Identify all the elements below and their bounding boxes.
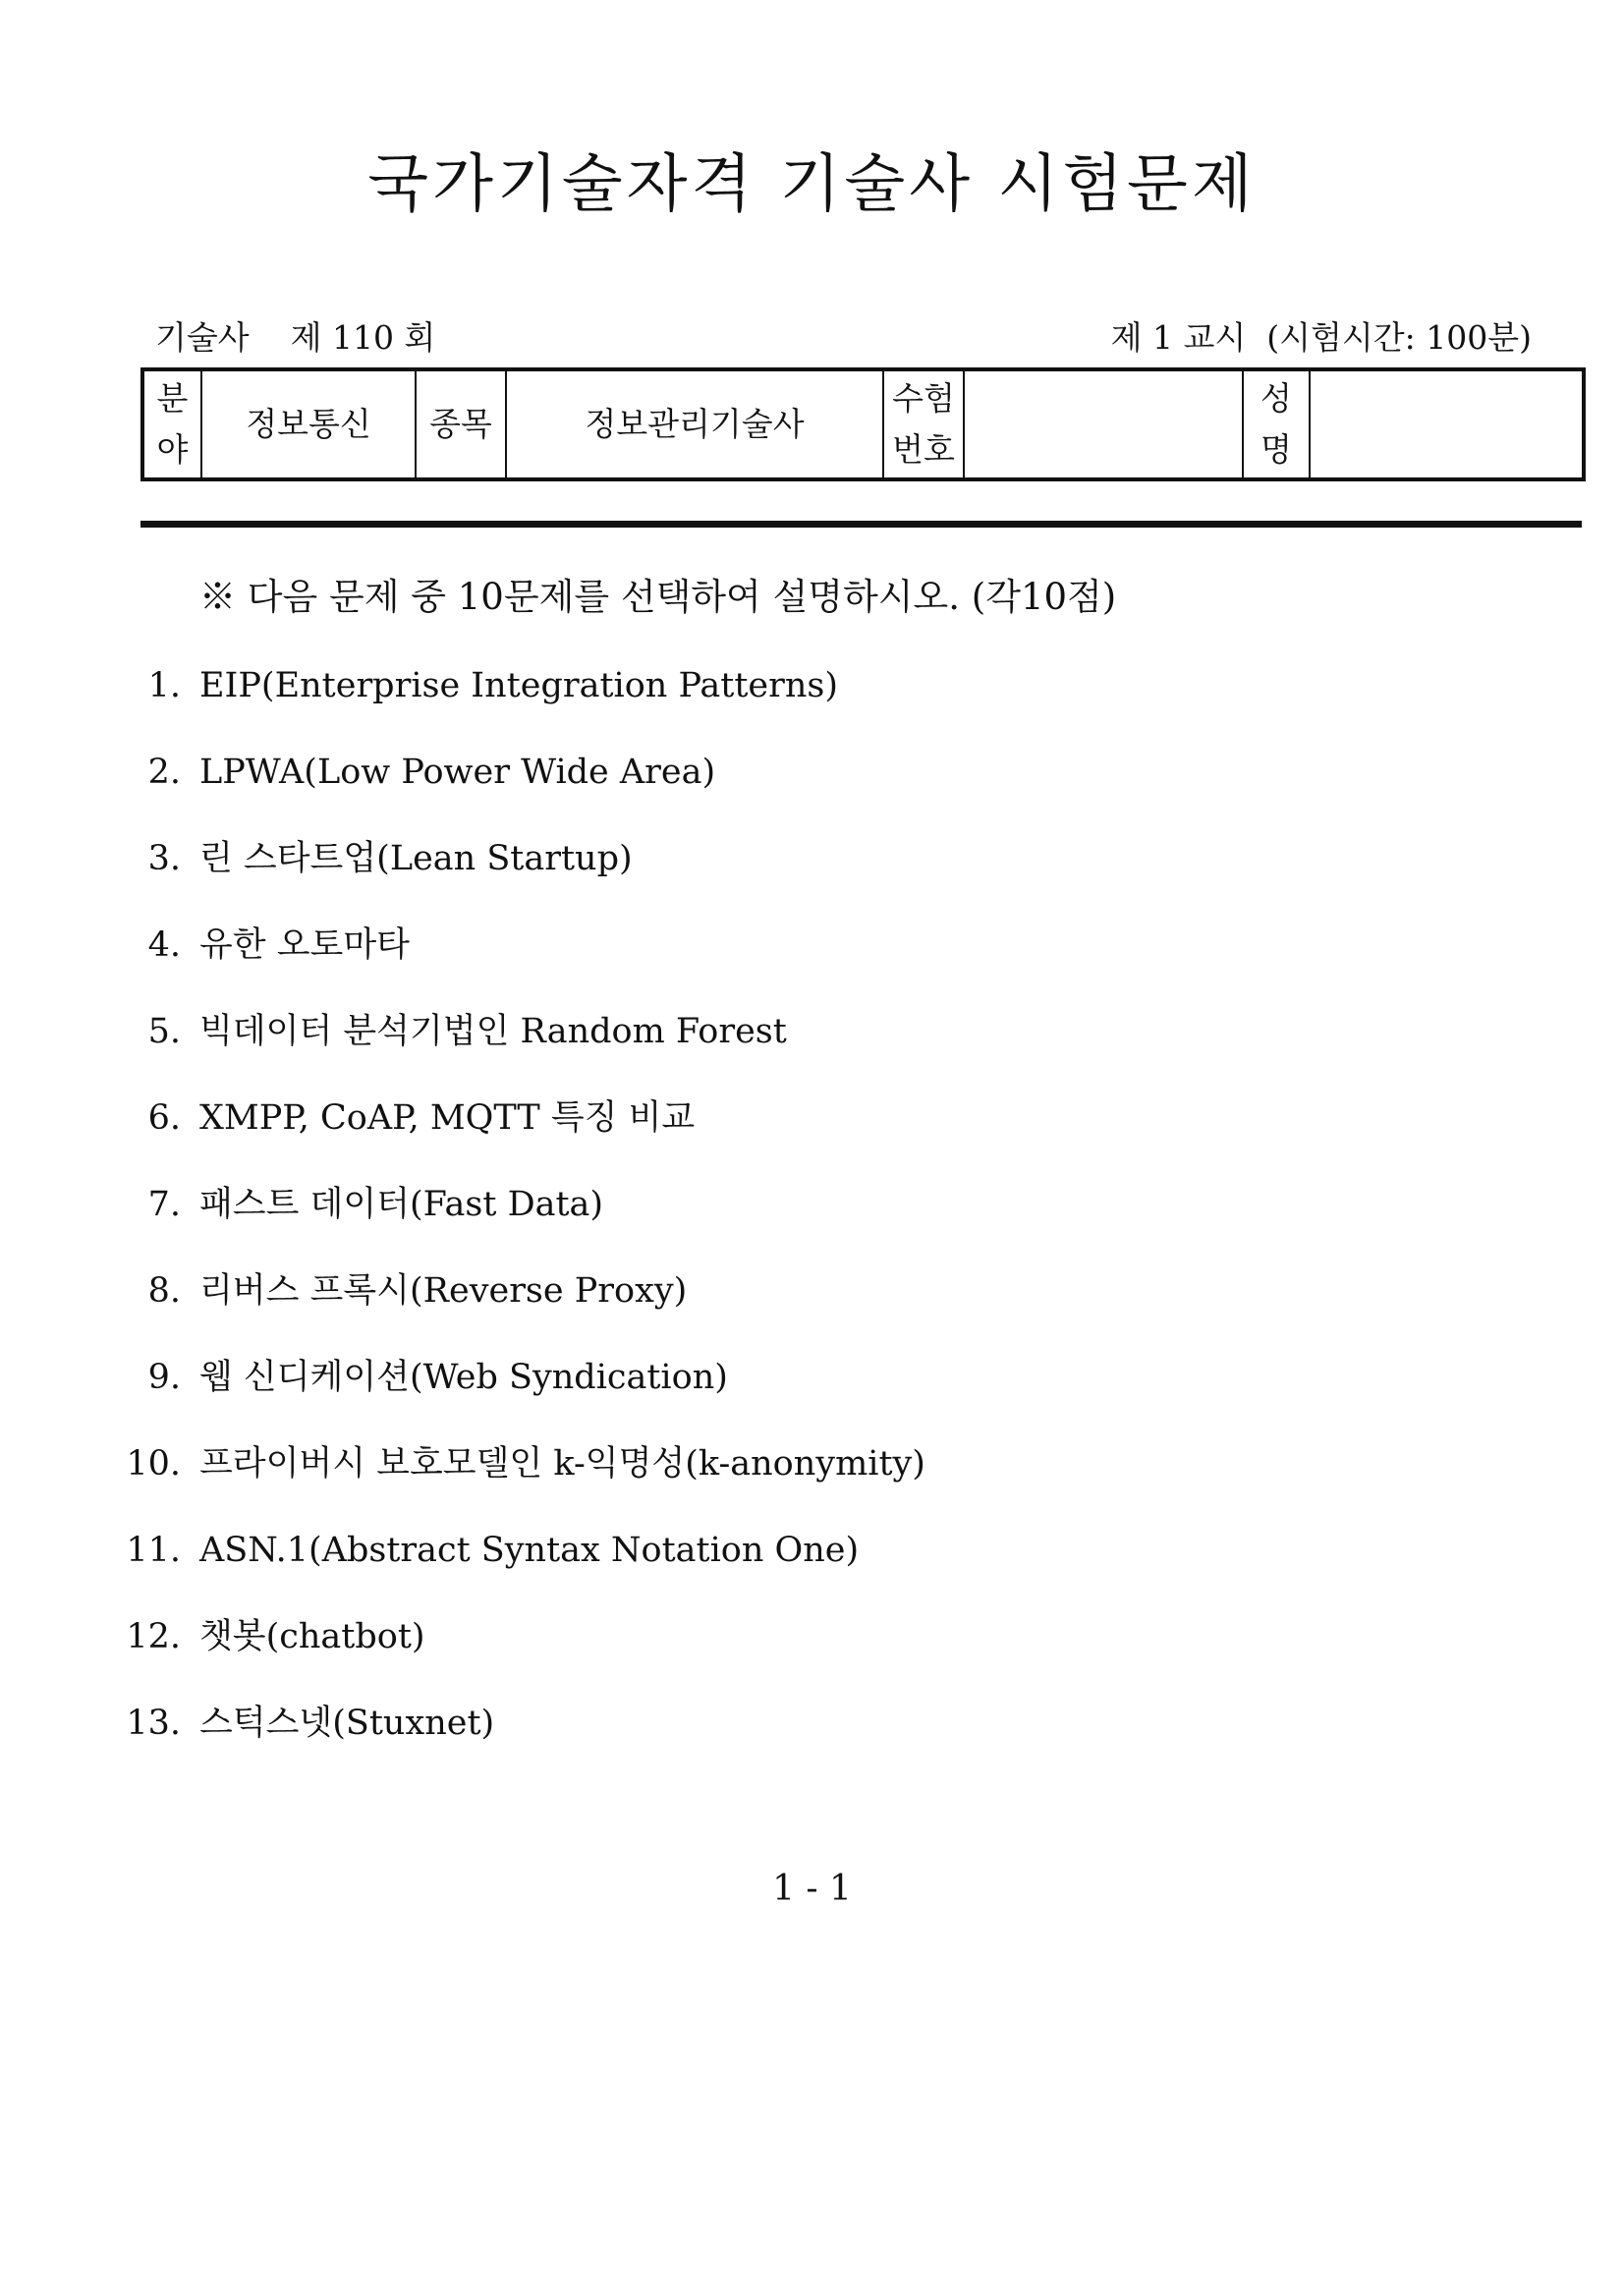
question-text: XMPP, CoAP, MQTT 특징 비교 (199, 1098, 696, 1138)
question-number: 12. (126, 1617, 181, 1656)
divider (140, 521, 1582, 528)
question-number: 11. (126, 1531, 181, 1570)
question-number: 4. (147, 925, 181, 965)
question-list (0, 658, 1624, 1782)
question-item (0, 1091, 1624, 1177)
item-label: 종목 (416, 369, 506, 479)
question-number: 2. (147, 753, 181, 792)
question-text: 패스트 데이터(Fast Data) (199, 1185, 604, 1224)
exam-title: 국가기술자격 기술사 시험문제 (367, 148, 1257, 221)
exam-period: 제 1 교시 (시험시간: 100분) (1110, 318, 1532, 357)
question-number: 5. (147, 1012, 181, 1051)
question-number: 3. (147, 839, 181, 878)
page-number: 1 - 1 (772, 1869, 852, 1909)
question-text: 스턱스넷(Stuxnet) (199, 1704, 495, 1743)
question-item (0, 1350, 1624, 1436)
question-item (0, 745, 1624, 831)
question-text: ASN.1(Abstract Syntax Notation One) (199, 1531, 860, 1570)
question-item (0, 1177, 1624, 1263)
question-number: 13. (126, 1704, 181, 1743)
question-item (0, 1696, 1624, 1782)
field-label: 분 야 (142, 369, 201, 479)
question-item (0, 1004, 1624, 1091)
question-item (0, 1436, 1624, 1523)
question-text: 린 스타트업(Lean Startup) (199, 839, 633, 878)
question-text: EIP(Enterprise Integration Patterns) (199, 666, 839, 705)
exam-number-field[interactable] (964, 369, 1243, 479)
exam-number-label: 수험 번호 (883, 369, 964, 479)
name-label: 성 명 (1243, 369, 1310, 479)
question-item (0, 831, 1624, 918)
question-number: 10. (126, 1444, 181, 1484)
item-value: 정보관리기술사 (506, 369, 883, 479)
question-text: 유한 오토마타 (199, 925, 410, 965)
name-field[interactable] (1310, 369, 1584, 479)
question-number: 8. (147, 1271, 181, 1311)
field-value: 정보통신 (201, 369, 416, 479)
exam-info-table (140, 367, 1586, 481)
question-number: 1. (147, 666, 181, 705)
instruction: ※ 다음 문제 중 10문제를 선택하여 설명하시오. (각10점) (199, 576, 1117, 618)
question-item (0, 658, 1624, 745)
question-text: 빅데이터 분석기법인 Random Forest (199, 1012, 787, 1051)
question-text: 프라이버시 보호모델인 k-익명성(k-anonymity) (199, 1444, 925, 1484)
question-item (0, 1523, 1624, 1609)
question-text: 챗봇(chatbot) (199, 1617, 425, 1656)
question-text: LPWA(Low Power Wide Area) (199, 753, 716, 792)
question-number: 7. (147, 1185, 181, 1224)
exam-session: 기술사 제 110 회 (155, 318, 436, 357)
question-number: 9. (147, 1358, 181, 1397)
question-item (0, 1609, 1624, 1696)
question-item (0, 1263, 1624, 1350)
question-number: 6. (147, 1098, 181, 1138)
question-text: 웹 신디케이션(Web Syndication) (199, 1358, 728, 1397)
question-item (0, 918, 1624, 1004)
question-text: 리버스 프록시(Reverse Proxy) (199, 1271, 688, 1311)
